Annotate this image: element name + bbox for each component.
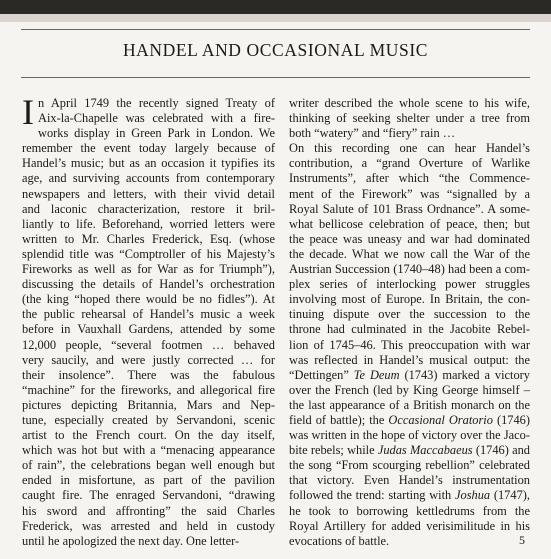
text-line: 12,000 people, “several footmen … behaved — [22, 337, 275, 352]
text-line: age, and surviving accounts from contemporary — [22, 171, 275, 186]
text-line: Frederick, was arrested and held in custody — [22, 518, 275, 533]
text-line: the decade. What we now call the War of the — [289, 246, 530, 261]
text-line: On this recording one can hear Handel’s — [289, 141, 530, 156]
text-line: Instruments”, after which “the Commence- — [289, 171, 530, 186]
text-line: Royal Salute of 101 Brass Ordnance”. A some- — [289, 201, 530, 216]
text-line: contribution, a “grand Overture of Warlike — [289, 156, 530, 171]
text-line: (the king “hoped there would be no fidles”). At — [22, 292, 275, 307]
text-line: artist to the French court. On the day itself, — [22, 428, 275, 443]
text-line: very saucily, and were justly corrected … for — [22, 352, 275, 367]
text-line: of rain”, the celebrations began well enough but — [22, 458, 275, 473]
italic-title: Te Deum — [353, 367, 400, 382]
text-line: Fireworks as well as for War as for Triumph”), — [22, 262, 275, 277]
page-number: 5 — [519, 533, 525, 547]
text-line: ment of the Firework” was “signalled by a — [289, 186, 530, 201]
heading-rule-top — [21, 29, 530, 30]
italic-title: Joshua — [455, 488, 491, 503]
left-text-column — [22, 92, 275, 549]
drop-cap: I — [22, 92, 34, 132]
italic-title: Occasional Oratorio — [388, 412, 493, 427]
page-heading: HANDEL AND OCCASIONAL MUSIC — [122, 40, 429, 60]
text-line: bite rebels; while Judas Maccabaeus (1746) and — [289, 443, 530, 458]
text-line: over the French (led by King George himself – — [289, 382, 530, 397]
text-line: until he apologized the next day. One letter- — [22, 533, 240, 548]
text-line: what bellicose celebration of peace, then; but — [289, 216, 530, 231]
text-line: involving most of Europe. In Britain, the con- — [289, 292, 530, 307]
text-line: was written in the hope of victory over the Jaco- — [289, 428, 530, 443]
text-line: lion of 1745–46. This preoccupation with war — [289, 337, 530, 352]
text-line: he took to borrowing kettledrums from the — [289, 503, 530, 518]
text-line: remember the event today largely because of — [22, 141, 275, 156]
text-line: works display in Green Park in London. We — [38, 126, 275, 141]
italic-title: Judas Maccabaeus — [377, 443, 473, 458]
text-line: before in Vauxhall Gardens, attended by some — [22, 322, 275, 337]
text-line: the last appearance of a British monarch on the — [289, 397, 530, 412]
text-line: tune, especially created by Servandoni, scenic — [22, 412, 275, 427]
top-light-band — [0, 14, 551, 22]
text-line: Royal Artillery for added verisimilitude in his — [289, 518, 530, 533]
text-line: that victory. Even Handel’s instrumentation — [289, 473, 530, 488]
text-line: ended in misfortune, as part of the pavilion — [22, 473, 275, 488]
text-line: and laconic characterization, restore it bril- — [22, 201, 275, 216]
top-dark-band — [0, 0, 551, 14]
text-line: newspapers and letters, with their vivid detail — [22, 186, 275, 201]
text-line: written to Mr. Charles Frederick, Esq. (whose — [22, 231, 275, 246]
text-line: Austrian Succession (1740–48) had been a com- — [289, 262, 530, 277]
text-line: the song “From scourging rebellion” celebrated — [289, 458, 530, 473]
text-line: liantly to life. Beforehand, worried letters were — [22, 216, 275, 231]
text-line: “Dettingen” Te Deum (1743) marked a victory — [289, 367, 530, 382]
text-line: the public rehearsal of Handel’s music a week — [22, 307, 275, 322]
text-line: discussing the details of Handel’s orchestration — [22, 277, 275, 292]
text-line: was reflected in Handel’s musical output: the — [289, 352, 530, 367]
text-line: “machine” for the fireworks, and allegorical fire — [22, 382, 275, 397]
text-line: thinking of seeking shelter under a tree from — [289, 111, 530, 126]
text-line: caught fire. The enraged Servandoni, “drawing — [22, 488, 275, 503]
text-line: plex series of interlocking power struggles — [289, 277, 530, 292]
text-line: the peace was uneasy and war had dominated — [289, 231, 530, 246]
text-line: throne had culminated in the Jacobite Rebel- — [289, 322, 530, 337]
text-line: followed the trend: starting with Joshua (1747), — [289, 488, 530, 503]
text-line: field of battle); the Occasional Oratorio (1746) — [289, 412, 530, 427]
text-line: writer described the whole scene to his wife, — [289, 96, 530, 110]
text-line: tinuing dispute over the succession to the — [289, 307, 530, 322]
text-line: both “watery” and “fiery” rain … — [289, 126, 456, 141]
text-line: splendid title was “Comptroller of his Majesty’s — [22, 246, 275, 261]
text-line: their insolence”. There was the fabulous — [22, 367, 275, 382]
right-text-column — [289, 96, 530, 549]
heading-rule-bottom — [21, 77, 530, 78]
text-line: pictures depicting Britannia, Mars and Nep- — [22, 397, 275, 412]
text-line: evocations of battle. — [289, 533, 390, 548]
text-line: n April 1749 the recently signed Treaty of — [38, 96, 275, 110]
text-line: Handel’s music; but as an occasion it typifies its — [22, 156, 275, 171]
text-line: his sword and affronting” the said Charles — [22, 503, 275, 518]
text-line: Aix-la-Chapelle was celebrated with a fire- — [38, 111, 275, 126]
text-line: which was hot but with a “menacing appearance — [22, 443, 275, 458]
